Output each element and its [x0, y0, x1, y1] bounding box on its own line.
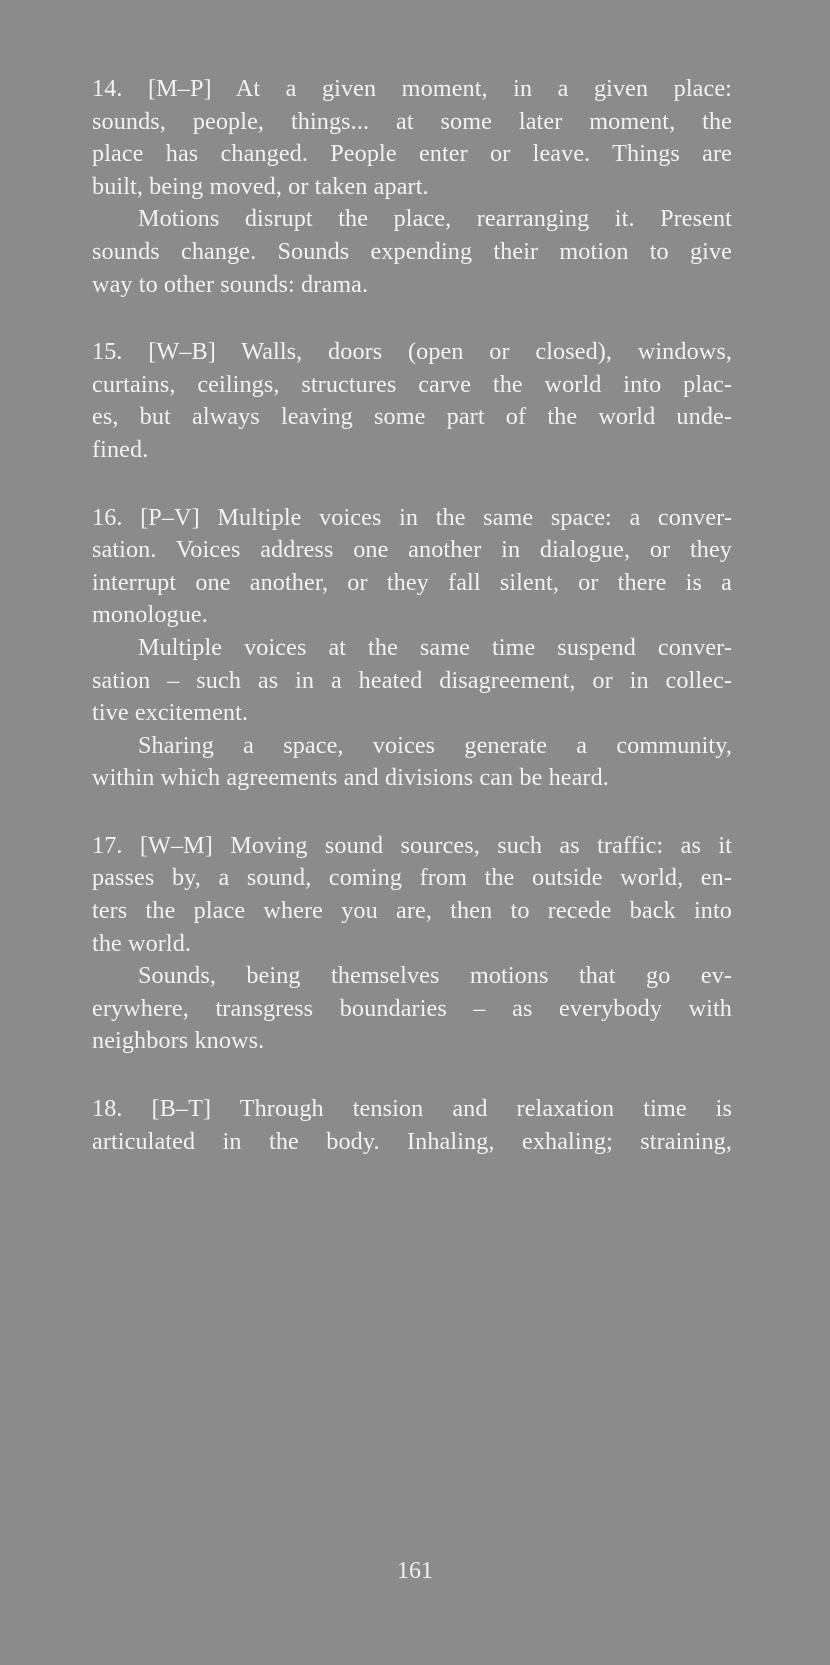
paragraph: [92, 960, 732, 1058]
paragraph: [92, 203, 732, 301]
text-line: monologue.: [92, 601, 208, 629]
text-line: es, but always leaving some part of the world unde-: [92, 403, 732, 431]
text-line: the world.: [92, 929, 192, 957]
section-gap: [92, 301, 732, 336]
text-line: fined.: [92, 435, 149, 463]
text-line: built, being moved, or taken apart.: [92, 172, 429, 200]
section-14: [92, 73, 732, 301]
text-line: sation. Voices address one another in dialogue, or they: [92, 536, 732, 564]
text-line: within which agreements and divisions can be heard.: [92, 764, 609, 792]
paragraph: [92, 73, 732, 203]
text-line: articulated in the body. Inhaling, exhaling; straining,: [92, 1127, 732, 1155]
text-line: Motions disrupt the place, rearranging it. Present: [138, 205, 732, 233]
text-line: ters the place where you are, then to recede back into: [92, 897, 732, 925]
text-line: 15. [W–B] Walls, doors (open or closed), windows,: [92, 338, 732, 366]
section-16: [92, 502, 732, 795]
section-gap: [92, 1058, 732, 1093]
text-line: 18. [B–T] Through tension and relaxation time is: [92, 1095, 732, 1123]
section-18: [92, 1093, 732, 1158]
text-line: place has changed. People enter or leave. Things are: [92, 140, 732, 168]
text-line: tive excitement.: [92, 699, 249, 727]
paragraph: [92, 1093, 732, 1158]
text-line: sounds, people, things... at some later moment, the: [92, 107, 732, 135]
text-line: passes by, a sound, coming from the outside world, en-: [92, 864, 732, 892]
paragraph: [92, 830, 732, 960]
text-line: Multiple voices at the same time suspend conver-: [138, 633, 732, 661]
text-line: 16. [P–V] Multiple voices in the same space: a conver-: [92, 503, 732, 531]
page-number: 161: [397, 1558, 433, 1584]
body-text: [92, 73, 732, 1158]
text-line: neighbors knows.: [92, 1027, 265, 1055]
text-line: sation – such as in a heated disagreement, or in collec-: [92, 666, 732, 694]
paragraph: [92, 730, 732, 795]
text-line: sounds change. Sounds expending their motion to give: [92, 237, 732, 265]
text-line: interrupt one another, or they fall silent, or there is a: [92, 568, 732, 596]
text-line: curtains, ceilings, structures carve the world into plac-: [92, 370, 732, 398]
paragraph: [92, 632, 732, 730]
text-line: way to other sounds: drama.: [92, 270, 369, 298]
text-line: 17. [W–M] Moving sound sources, such as traffic: as it: [92, 831, 732, 859]
text-line: Sounds, being themselves motions that go ev-: [138, 962, 732, 990]
section-17: [92, 830, 732, 1058]
text-line: 14. [M–P] At a given moment, in a given place:: [92, 75, 732, 102]
section-gap: [92, 467, 732, 502]
text-line: Sharing a space, voices generate a community,: [138, 731, 732, 759]
section-gap: [92, 795, 732, 830]
text-line: erywhere, transgress boundaries – as everybody with: [92, 994, 732, 1022]
paragraph: [92, 336, 732, 466]
section-15: [92, 336, 732, 466]
paragraph: [92, 502, 732, 632]
